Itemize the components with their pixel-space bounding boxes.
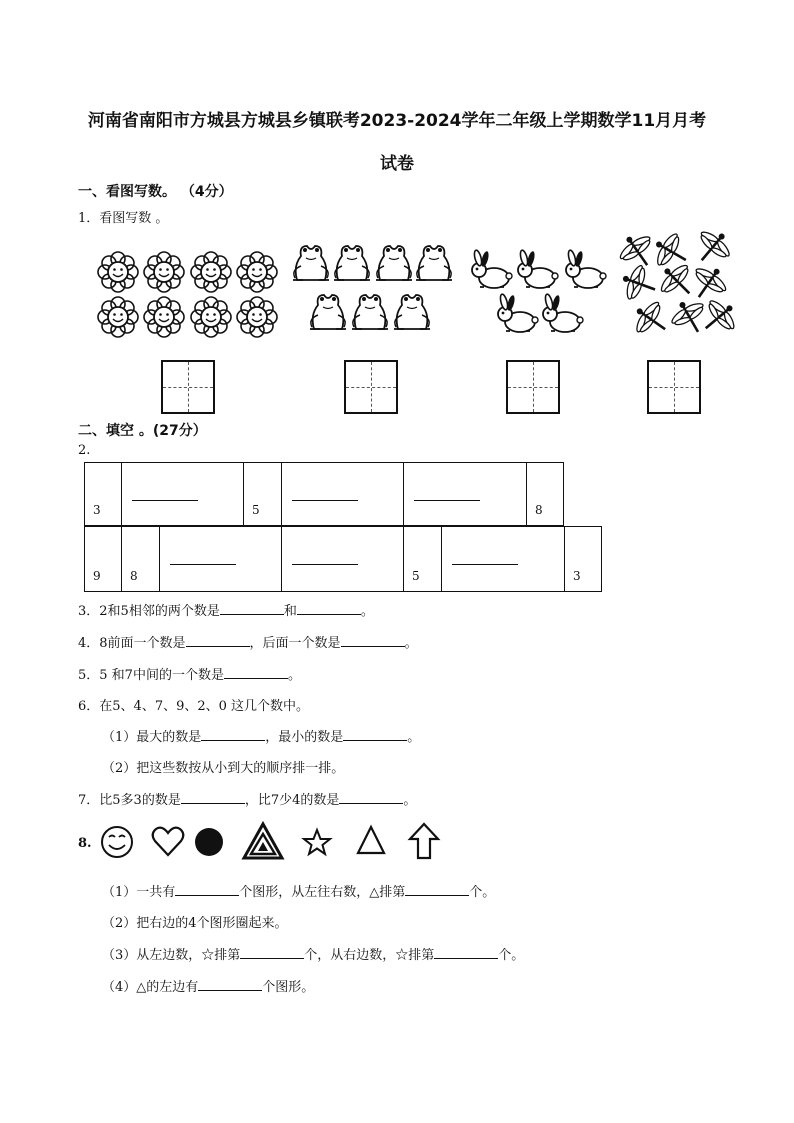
frog-icon xyxy=(334,246,370,280)
answer-line xyxy=(414,500,480,501)
circle-icon xyxy=(195,828,223,856)
dragonfly-icon xyxy=(688,222,738,272)
answer-blank[interactable] xyxy=(434,946,498,959)
rabbit-icon xyxy=(498,293,538,332)
chain-number: 9 xyxy=(93,569,101,583)
q8-shape-row xyxy=(95,820,455,866)
flower-group xyxy=(98,252,277,337)
answer-line xyxy=(292,500,358,501)
answer-blank[interactable] xyxy=(240,946,304,959)
answer-blank[interactable] xyxy=(297,602,361,615)
title-line-2: 试卷 xyxy=(380,154,414,174)
rabbit-icon xyxy=(566,249,606,288)
question-6-1 xyxy=(102,726,420,745)
frog-group xyxy=(293,246,452,329)
q7-text: ，比7少4的数是 xyxy=(244,793,340,808)
q3-text: 3．2和5相邻的两个数是 xyxy=(78,604,220,619)
q3-text: 。 xyxy=(360,604,374,619)
chain-cell xyxy=(84,526,122,592)
answer-blank[interactable] xyxy=(186,634,250,647)
answer-blank[interactable] xyxy=(339,791,403,804)
chain-number: 8 xyxy=(130,569,138,583)
chain-cell xyxy=(243,462,282,526)
answer-box-dragonflies[interactable] xyxy=(647,360,701,414)
chain-number: 5 xyxy=(412,569,420,583)
title-line-1: 河南省南阳市方城县方城县乡镇联考2023-2024学年二年级上学期数学11月月考 xyxy=(87,111,707,131)
section-1-heading: 一、看图写数。 （4分） xyxy=(78,184,233,200)
q8-3-text: （3）从左边数，☆排第 xyxy=(102,948,241,963)
question-6: 6．在5、4、7、9、2、0 这几个数中。 xyxy=(78,699,310,714)
flower-icon xyxy=(237,252,277,292)
question-6-2: （2）把这些数按从小到大的顺序排一排。 xyxy=(102,761,345,776)
q8-3-text: 个，从右边数，☆排第 xyxy=(304,948,435,963)
flower-icon xyxy=(237,297,277,337)
answer-line xyxy=(292,564,358,565)
chain-blank-cell[interactable] xyxy=(281,526,404,592)
frog-icon xyxy=(352,295,388,329)
answer-line xyxy=(170,564,236,565)
q8-1-text: 个图形，从左往右数，△排第 xyxy=(239,885,406,900)
q8-4-text: （4）△的左边有 xyxy=(102,980,199,995)
q5-text: 5．5 和7中间的一个数是 xyxy=(78,668,224,683)
question-7 xyxy=(78,789,416,808)
q8-3-text: 个。 xyxy=(498,948,525,963)
answer-blank[interactable] xyxy=(181,791,245,804)
question-8-1 xyxy=(102,881,495,900)
dragonfly-icon xyxy=(665,293,714,341)
chain-cell xyxy=(403,526,442,592)
smiley-icon xyxy=(102,827,132,857)
rabbit-icon xyxy=(472,249,512,288)
q4-text: 。 xyxy=(404,636,418,651)
frog-icon xyxy=(293,246,329,280)
q4-text: 4．8前面一个数是 xyxy=(78,636,186,651)
rabbit-group xyxy=(472,249,606,332)
flower-icon xyxy=(98,252,138,292)
answer-blank[interactable] xyxy=(201,728,265,741)
flower-icon xyxy=(144,252,184,292)
q4-text: ，后面一个数是 xyxy=(249,636,341,651)
answer-blank[interactable] xyxy=(198,978,262,991)
q8-4-text: 个图形。 xyxy=(262,980,315,995)
question-2: 2. xyxy=(78,443,91,458)
dragonfly-icon xyxy=(684,259,734,308)
dragonfly-icon xyxy=(617,260,662,306)
answer-box-flowers[interactable] xyxy=(161,360,215,414)
question-8-2: （2）把右边的4个图形圈起来。 xyxy=(102,916,288,931)
question-8-number: 8. xyxy=(78,836,92,851)
rabbit-icon xyxy=(543,293,583,332)
nested-triangle-icon xyxy=(244,824,282,858)
dragonfly-icon xyxy=(694,292,744,342)
picture-groups xyxy=(0,0,794,420)
chain-cell xyxy=(526,462,564,526)
dragonfly-group xyxy=(613,222,744,344)
answer-blank[interactable] xyxy=(220,602,284,615)
chain-cell xyxy=(84,462,122,526)
q6-1-text: 。 xyxy=(407,730,421,745)
chain-cell xyxy=(121,526,160,592)
chain-cell xyxy=(564,526,602,592)
answer-box-rabbits[interactable] xyxy=(506,360,560,414)
triangle-icon xyxy=(358,827,384,853)
q5-text: 。 xyxy=(287,668,301,683)
q3-text: 和 xyxy=(283,604,297,619)
dragonfly-icon xyxy=(627,295,676,345)
answer-blank[interactable] xyxy=(343,728,407,741)
section-2-heading: 二、填空 。(27分） xyxy=(78,423,207,439)
question-8-3 xyxy=(102,944,524,963)
answer-box-frogs[interactable] xyxy=(344,360,398,414)
answer-blank[interactable] xyxy=(224,666,288,679)
question-3 xyxy=(78,600,374,619)
chain-number: 3 xyxy=(93,503,101,517)
answer-blank[interactable] xyxy=(341,634,405,647)
frog-icon xyxy=(416,246,452,280)
answer-blank[interactable] xyxy=(405,883,469,896)
flower-icon xyxy=(191,252,231,292)
chain-blank-cell[interactable] xyxy=(403,462,527,526)
star-icon xyxy=(304,830,330,854)
question-5 xyxy=(78,664,301,683)
frog-icon xyxy=(310,295,346,329)
chain-blank-cell[interactable] xyxy=(281,462,404,526)
answer-line xyxy=(132,500,198,501)
chain-blank-cell[interactable] xyxy=(121,462,244,526)
question-8-4 xyxy=(102,976,314,995)
q6-1-text: ，最小的数是 xyxy=(265,730,344,745)
question-4 xyxy=(78,632,418,651)
answer-blank[interactable] xyxy=(175,883,239,896)
chain-number: 5 xyxy=(252,503,260,517)
chain-blank-cell[interactable] xyxy=(441,526,565,592)
flower-icon xyxy=(144,297,184,337)
q8-1-text: （1）一共有 xyxy=(102,885,176,900)
q7-text: 。 xyxy=(403,793,417,808)
flower-icon xyxy=(98,297,138,337)
rabbit-icon xyxy=(518,249,558,288)
up-arrow-icon xyxy=(410,824,438,858)
frog-icon xyxy=(376,246,412,280)
q7-text: 7．比5多3的数是 xyxy=(78,793,181,808)
chain-blank-cell[interactable] xyxy=(159,526,282,592)
frog-icon xyxy=(394,295,430,329)
chain-number: 3 xyxy=(573,569,581,583)
chain-number: 8 xyxy=(535,503,543,517)
answer-line xyxy=(452,564,518,565)
heart-icon xyxy=(153,828,184,855)
q8-1-text: 个。 xyxy=(469,885,496,900)
q6-1-text: （1）最大的数是 xyxy=(102,730,202,745)
question-1: 1．看图写数 。 xyxy=(78,211,169,226)
flower-icon xyxy=(191,297,231,337)
